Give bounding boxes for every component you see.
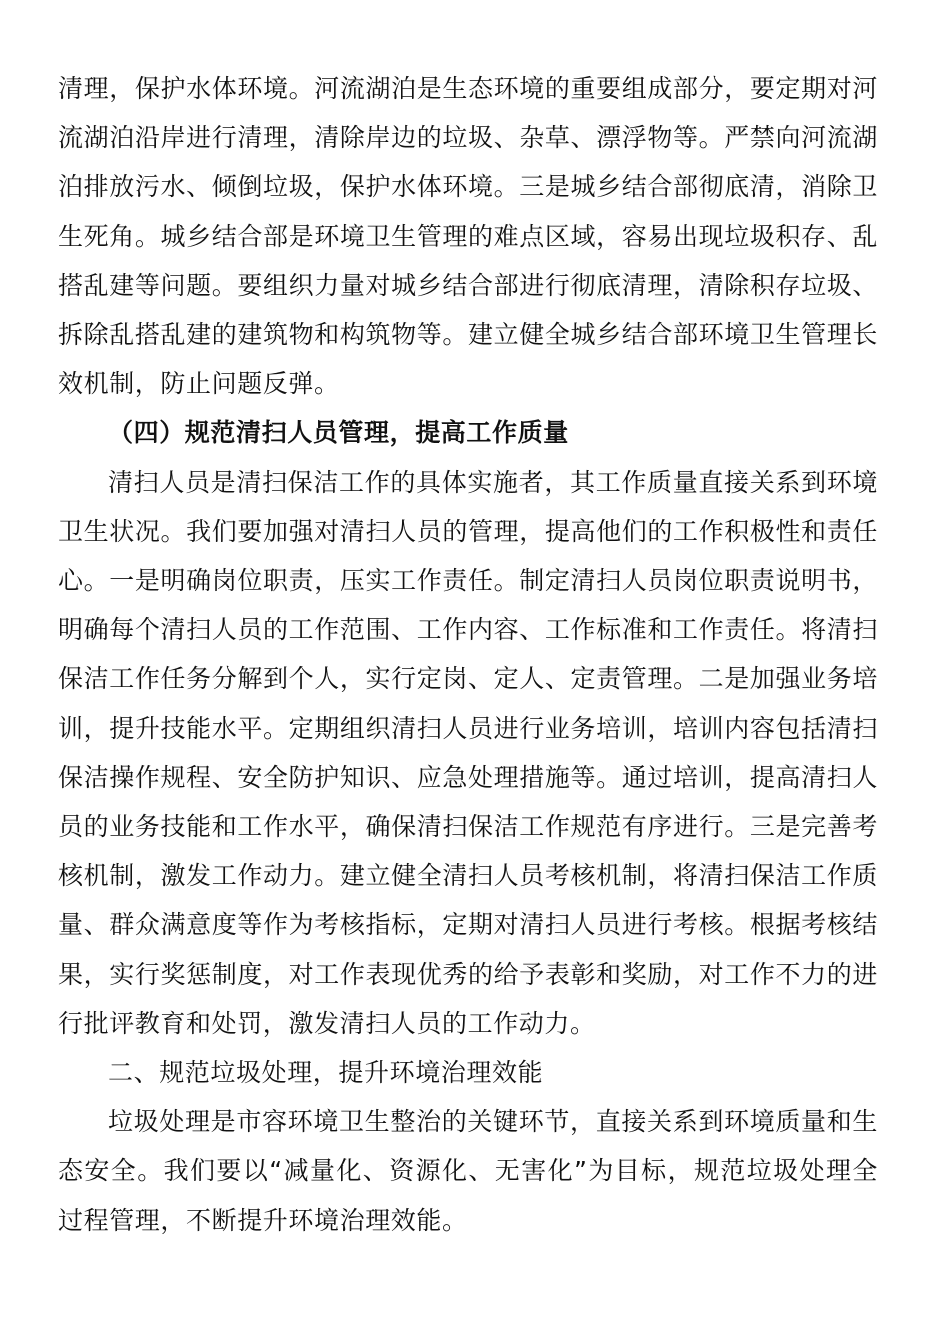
paragraph-waste-treatment: 垃圾处理是市容环境卫生整治的关键环节，直接关系到环境质量和生态安全。我们要以“减量化、资源化、无害化”为目标，规范垃圾处理全过程管理，不断提升环境治理效能。 [58,1107,878,1235]
section-heading-4: （四）规范清扫人员管理，提高工作质量 [108,418,569,448]
section-heading-2: 二、规范垃圾处理，提升环境治理效能 [108,1058,544,1088]
paragraph-continuation: 清理，保护水体环境。河流湖泊是生态环境的重要组成部分，要定期对河流湖泊沿岸进行清理，清除岸边的垃圾、杂草、漂浮物等。严禁向河流湖泊排放污水、倾倒垃圾，保护水体环境。三是城乡结合部彻底清，消除卫生死角。城乡结合部是环境卫生管理的难点区域，容易出现垃圾积存、乱搭乱建等问题。要组织力量对城乡结合部进行彻底清理，清除积存垃圾、拆除乱搭乱建的建筑物和构筑物等。建立健全城乡结合部环境卫生管理长效机制，防止问题反弹。 [58,74,878,399]
document-body [58,64,878,1245]
paragraph-cleaning-staff: 清扫人员是清扫保洁工作的具体实施者，其工作质量直接关系到环境卫生状况。我们要加强对清扫人员的管理，提高他们的工作积极性和责任心。一是明确岗位职责，压实工作责任。制定清扫人员岗位职责说明书，明确每个清扫人员的工作范围、工作内容、工作标准和工作责任。将清扫保洁工作任务分解到个人，实行定岗、定人、定责管理。二是加强业务培训，提升技能水平。定期组织清扫人员进行业务培训，培训内容包括清扫保洁操作规程、安全防护知识、应急处理措施等。通过培训，提高清扫人员的业务技能和工作水平，确保清扫保洁工作规范有序进行。三是完善考核机制，激发工作动力。建立健全清扫人员考核机制，将清扫保洁工作质量、群众满意度等作为考核指标，定期对清扫人员进行考核。根据考核结果，实行奖惩制度，对工作表现优秀的给予表彰和奖励，对工作不力的进行批评教育和处罚，激发清扫人员的工作动力。 [58,467,878,1038]
